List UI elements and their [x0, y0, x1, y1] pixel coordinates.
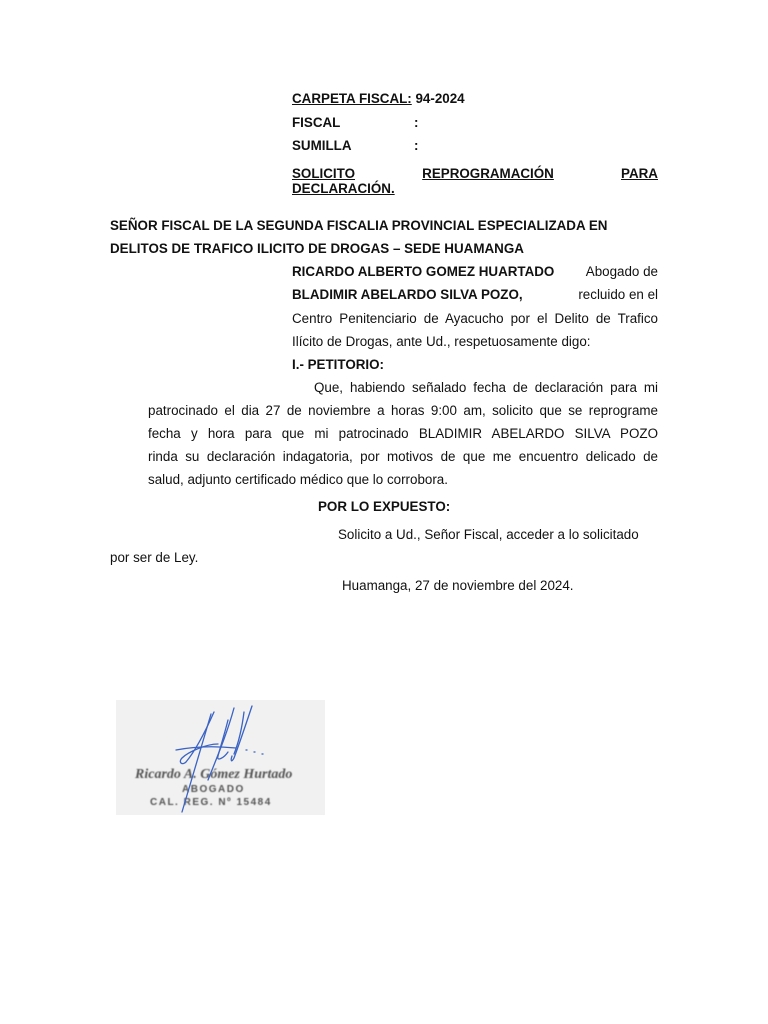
address-line-1: SEÑOR FISCAL DE LA SEGUNDA FISCALIA PROVINCIAL ESPECIALIZADA EN	[110, 218, 608, 233]
svg-text:Ricardo A. Gómez Hurtado: Ricardo A. Gómez Hurtado	[135, 767, 293, 782]
sumilla-word-1: SOLICITO	[292, 166, 355, 181]
svg-text:ABOGADO: ABOGADO	[182, 784, 245, 795]
signature-stamp	[116, 700, 325, 815]
lawyer-name: RICARDO ALBERTO GOMEZ HUARTADO	[292, 264, 555, 279]
sumilla-text-line2: DECLARACIÓN.	[292, 181, 395, 196]
sumilla-line	[292, 137, 418, 154]
intro-line-2-rest: recluido en el	[578, 287, 658, 302]
carpeta-fiscal-label: CARPETA FISCAL:	[292, 91, 412, 106]
intro-line-2	[292, 286, 658, 303]
sumilla-word-3: PARA	[621, 166, 658, 181]
svg-text:CAL. REG. Nº 15484: CAL. REG. Nº 15484	[150, 797, 272, 808]
fiscal-line	[292, 114, 418, 131]
intro-line-4: Ilícito de Drogas, ante Ud., respetuosamente digo:	[292, 334, 591, 349]
closing-heading: POR LO EXPUESTO:	[318, 499, 451, 514]
petitorio-line-5: salud, adjunto certificado médico que lo corrobora.	[148, 472, 448, 487]
intro-line-1	[292, 263, 658, 280]
closing-line-1: Solicito a Ud., Señor Fiscal, acceder a lo solicitado	[338, 527, 639, 542]
petitorio-line-4: rinda su declaración indagatoria, por motivos de que me encuentro delicado de	[148, 449, 658, 464]
sumilla-label: SUMILLA	[292, 138, 352, 153]
signature-stamp-image	[116, 700, 325, 815]
closing-line-2: por ser de Ley.	[110, 550, 199, 565]
intro-line-3: Centro Penitenciario de Ayacucho por el Delito de Trafico	[292, 311, 658, 326]
sumilla-colon: :	[414, 138, 419, 153]
carpeta-fiscal	[292, 90, 465, 107]
petitorio-line-1: Que, habiendo señalado fecha de declaración para mi	[314, 380, 658, 395]
petitorio-heading: I.- PETITORIO:	[292, 357, 385, 372]
petitorio-line-2: patrocinado el dia 27 de noviembre a horas 9:00 am, solicito que se reprograme	[148, 403, 658, 418]
fiscal-label: FISCAL	[292, 115, 341, 130]
fiscal-colon: :	[414, 115, 419, 130]
carpeta-fiscal-value: 94-2024	[411, 91, 465, 106]
address-line-2: DELITOS DE TRAFICO ILICITO DE DROGAS – SEDE HUAMANGA	[110, 241, 524, 256]
sumilla-word-2: REPROGRAMACIÓN	[422, 166, 554, 181]
date-line: Huamanga, 27 de noviembre del 2024.	[342, 578, 574, 593]
petitorio-line-3: fecha y hora para que mi patrocinado BLADIMIR ABELARDO SILVA POZO	[148, 426, 658, 441]
intro-line-1-rest: Abogado de	[585, 264, 658, 279]
client-name: BLADIMIR ABELARDO SILVA POZO,	[292, 287, 523, 302]
